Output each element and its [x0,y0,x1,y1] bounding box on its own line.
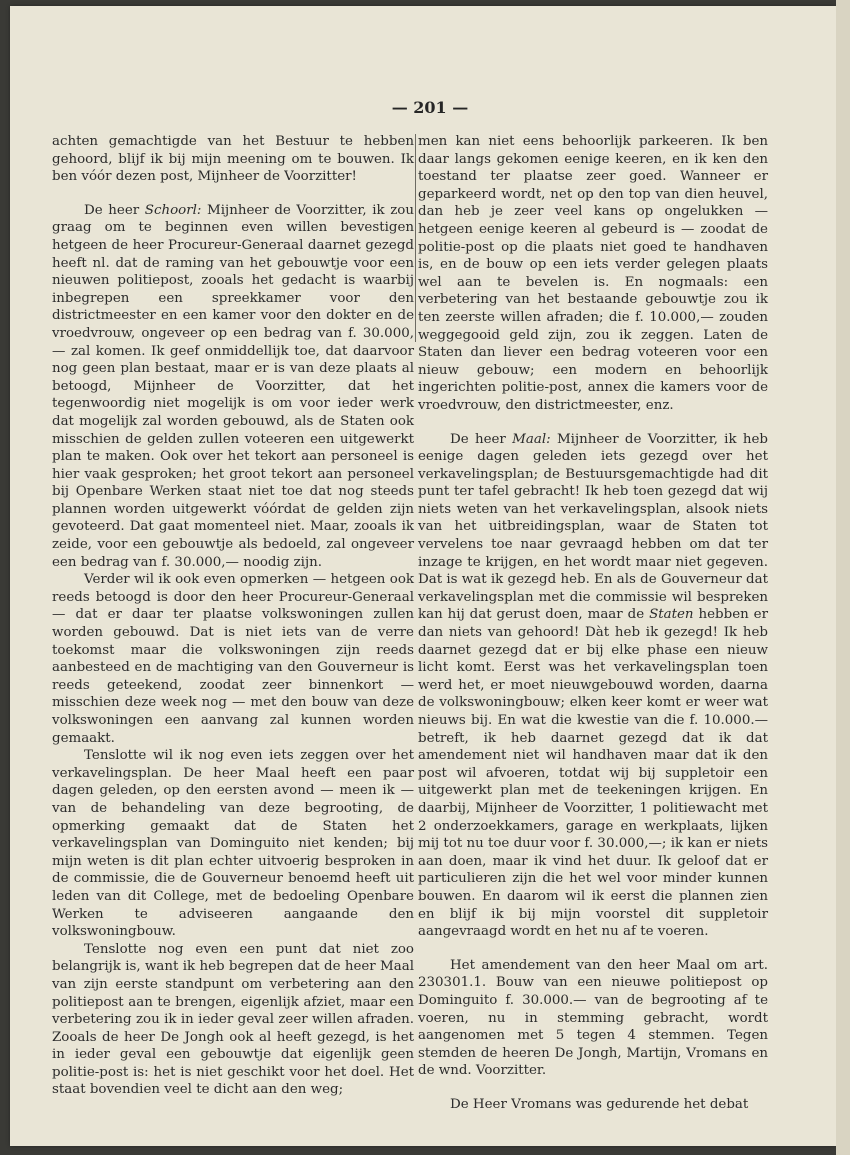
speaker-name: Maal: [512,431,551,447]
paragraph-text: hebben er dan niets van gehoord! Dàt heb ik gezegd! Ik heb daarnet gezegd dat er bij elke phase een nieuw licht komt. Eerst was het verkavelingsplan toen werd het, er moet nieuwgebouwd worden, daarna de volkswoningbouw; elken keer komt er weer wat nieuws bij. En wat die kwestie van die f. 10.000.— betreft, ik heb daarnet gezegd dat ik dat amendement niet wil handhaven maar dat ik den post wil afvoeren, totdat wij bij suppletoir een uitgewerkt plan met de teekeningen krijgen. En daarbij, Mijnheer de Voorzitter, 1 politiewacht met 2 onderzoekkamers, garage en werkplaats, lijken mij tot nu toe duur voor f. 30.000,—; ik kan er niets aan doen, maar ik vind het duur. Ik geloof dat er particulieren zijn die het wel voor minder kunnen bouwen. En daarom wil ik eerst die plannen zien en blijf ik bij mijn voorstel dit suppletoir aangevraagd wordt en het nu af te voeren. [418,607,769,940]
speaker-prefix: De heer [450,431,506,447]
paragraph [52,202,414,571]
paragraph-text: Mijnheer de Voorzitter, ik heb eenige dagen geleden iets gezegd over het verkavelingsplan; de Bestuursgemachtigde had dit punt ter tafel gebracht! Ik heb toen gezegd dat wij niets weten van het verkavelingsplan, alsook niets van het uitbreidingsplan, waar de Staten tot vervelens toe naar gevraagd hebben om dat ter inzage te krijgen, en het wordt maar niet gegeven. Dat is wat ik gezegd heb. En als de Gouverneur dat verkavelingsplan met die commissie wil bespreken kan hij dat gerust doen, maar de [418,431,768,623]
paragraph: men kan niet eens behoorlijk parkeeren. Ik ben daar langs gekomen eenige keeren, en ik ken den toestand ter plaatse zeer goed. Wanneer er geparkeerd wordt, net op den top van dien heuvel, dan heb je zeer veel kans op ongelukken — hetgeen eenige keeren al gebeurd is — zoodat de politie-post op die plaats niet goed te handhaven is, en de bouw op een iets verder gelegen plaats wel aan te bevelen is. En nogmaals: een verbetering van het bestaande gebouwtje zou ik ten zeerste willen afraden; die f. 10.000,— zouden weggegooid geld zijn, zou ik zeggen. Laten de Staten dan liever een bedrag voteeren voor een nieuw gebouw; een modern en behoorlijk ingerichten politie-post, annex die kamers voor de vroedvrouw, den districtmeester, enz. [418,134,768,413]
speaker-prefix: De heer [84,202,140,218]
paragraph: Tenslotte wil ik nog even iets zeggen over het verkavelingsplan. De heer Maal heeft een paar dagen geleden, op den eersten avond — meen ik — van de behandeling van deze begrooting, de opmerking gemaakt dat de Staten het verkavelingsplan van Dominguito niet kenden; bij mijn weten is dit plan echter uitvoerig besproken in de commissie, die de Gouverneur benoemd heeft uit leden van dit College, met de bedoeling Openbare Werken te adviseeren aangaande den volkswoningbouw. [52,748,414,940]
paragraph: Tenslotte nog even een punt dat niet zoo belangrijk is, want ik heb begrepen dat de heer Maal van zijn eerste standpunt om verbetering aan den politiepost aan te brengen, eigenlijk afziet, maar een verbetering zou ik in ieder geval zeer willen afraden. Zooals de heer De Jongh ook al heeft gezegd, is het in ieder geval een gebouwtje dat eigenlijk geen politie-post is: het is niet geschikt voor het doel. Het staat bovendien veel te dicht aan den weg; [52,941,414,1098]
paragraph: De Heer Vromans was gedurende het debat [450,1096,749,1112]
paragraph: Het amendement van den heer Maal om art. 230301.1. Bouw van een nieuwe politiepost op Dominguito f. 30.000.— van de begrooting af te voeren, nu in stemming gebracht, wordt aangenomen met 5 tegen 4 stemmen. Tegen stemden de heeren De Jongh, Martijn, Vromans en de wnd. Voorzitter. [418,957,768,1079]
emphasis-staten: Staten [649,607,694,623]
paragraph [418,431,768,941]
speaker-name: Schoorl: [144,202,202,218]
paragraph: achten gemachtigde van het Bestuur te hebben gehoord, blijf ik bij mijn meening om te bouwen. Ik ben vóór dezen post, Mijnheer de Voorzitter! [52,134,414,185]
column-divider [415,134,416,342]
right-column [418,133,768,1113]
page-number: — 201 — [391,98,469,117]
paragraph: Verder wil ik ook even opmerken — hetgeen ook reeds betoogd is door den heer Procureur-Generaal — dat er daar ter plaatse volkswoningen zullen worden gebouwd. Dat is niet iets van de verre toekomst maar die volkswoningen zijn reeds aanbesteed en de machtiging van den Gouverneur is reeds geteekend, zoodat zeer binnenkort — misschien deze week nog — met den bouw van deze volkswoningen een aanvang zal kunnen worden gemaakt. [52,572,414,746]
adjacent-page-edge [836,0,850,1155]
paragraph-text: Mijnheer de Voorzitter, ik zou graag om te beginnen even willen bevestigen hetgeen de heer Procureur-Generaal daarnet gezegd heeft nl. dat de raming van het gebouwtje voor een nieuwen politiepost, zooals het gedacht is waarbij inbegrepen een spreekkamer voor den districtmeester en een kamer voor den dokter en de vroedvrouw, ongeveer op een bedrag van f. 30.000,— zal komen. Ik geef onmiddellijk toe, dat daarvoor nog geen plan bestaat, maar er is van deze plaats al betoogd, Mijnheer de Voorzitter, dat het tegenwoordig niet mogelijk is om voor ieder werk dat mogelijk zal worden gebouwd, als de Staten ook misschien de gelden zullen voteeren een uitgewerkt plan te maken. Ook over het tekort aan personeel is hier vaak gesproken; het groot tekort aan personeel bij Openbare Werken staat niet toe dat nog steeds plannen worden uitgewerkt vóórdat de gelden zijn gevoteerd. Dat gaat momenteel niet. Maar, zooals ik zeide, voor een gebouwtje als bedoeld, zal ongeveer een bedrag van f. 30.000,— noodig zijn. [52,202,414,570]
left-column [52,133,414,1099]
